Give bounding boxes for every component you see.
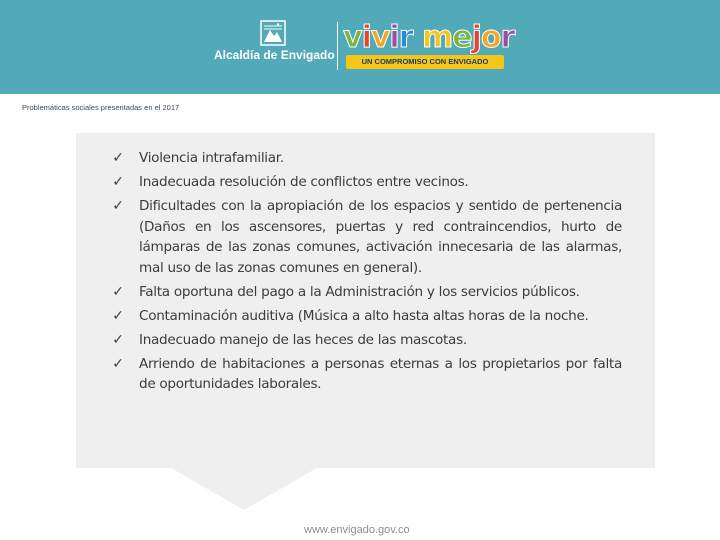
problem-item [110,306,622,327]
problem-item [110,148,622,169]
problem-item [110,282,622,303]
check-icon: ✓ [112,283,124,300]
wordmark-letter: o [480,20,501,55]
vivir-mejor-tagline [346,55,504,69]
problem-item [110,330,622,351]
problem-list [110,148,622,398]
check-icon: ✓ [112,198,124,214]
problem-item-text: Falta oportuna del pago a la Administración y los servicios públicos. [139,283,580,300]
tagline-emphasis: ENVIGADO [448,57,489,66]
problem-item-text: Violencia intrafamiliar. [139,150,284,166]
check-icon: ✓ [112,331,124,348]
tagline-prefix: UN COMPROMISO CON [361,57,447,66]
wordmark-letter: v [343,20,362,55]
problem-item-text: Inadecuada resolución de conflictos entre vecinos. [139,174,469,190]
vivir-mejor-logo [343,20,515,72]
problem-item [110,196,622,278]
alcaldia-name: Alcaldía de Envigado [214,48,335,62]
check-icon: ✓ [112,150,124,166]
wordmark-letter: m [421,20,453,55]
slide-title: Problemáticas sociales presentadas en el 2017 [22,103,180,112]
header-banner [0,0,720,94]
wordmark-letter: v [370,20,390,55]
wordmark-letter: i [361,20,371,55]
problem-item [110,354,622,395]
wordmark-letter: i [389,20,399,55]
vivir-mejor-wordmark [343,20,515,55]
problem-item [110,172,622,193]
wordmark-letter: r [398,20,413,55]
alcaldia-logo [214,20,335,70]
problem-item-text: Dificultades con la apropiación de los espacios y sentido de pertenencia (Daños en los ascensores, puertas y red contraincendios, hurto de lámparas de las zonas comunes, activación innecesaria de las alarmas, mal uso de las zonas comunes en general). [139,198,622,276]
check-icon: ✓ [112,355,124,372]
envigado-coat-of-arms-icon [260,20,286,46]
wordmark-letter: j [471,20,481,55]
problem-item-text: Inadecuado manejo de las heces de las mascotas. [139,331,467,348]
problem-item-text: Contaminación auditiva (Música a alto hasta altas horas de la noche. [139,307,589,324]
wordmark-letter: e [452,20,472,55]
check-icon: ✓ [112,307,124,324]
wordmark-space [413,20,422,55]
logo-divider [337,22,338,70]
panel-pointer [171,468,317,510]
footer-url: www.envigado.gov.co [304,524,410,536]
wordmark-letter: r [500,20,515,55]
check-icon: ✓ [112,174,124,190]
problem-item-text: Arriendo de habitaciones a personas eternas a los propietarios por falta de oportunidades laborales. [139,355,622,392]
